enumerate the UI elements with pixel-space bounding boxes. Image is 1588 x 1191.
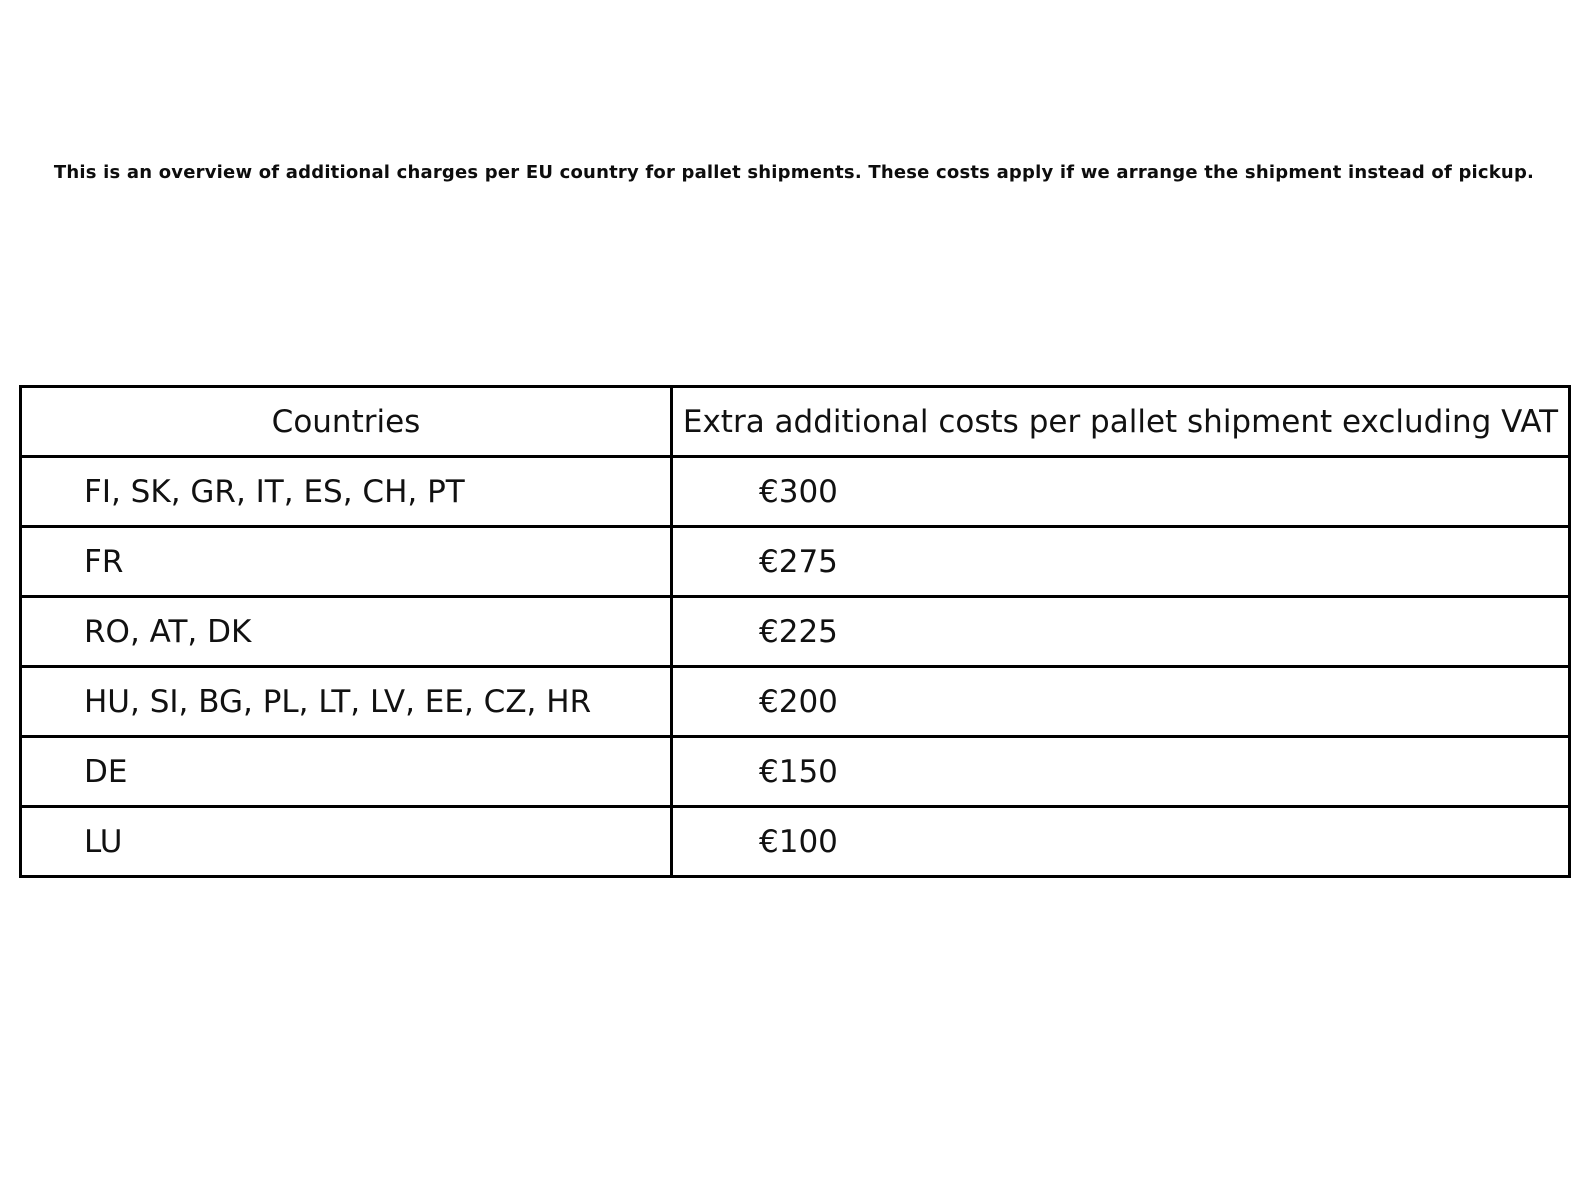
countries-cell: FI, SK, GR, IT, ES, CH, PT [21, 457, 672, 527]
countries-cell: LU [21, 807, 672, 877]
countries-cell: RO, AT, DK [21, 597, 672, 667]
cost-cell: €300 [672, 457, 1570, 527]
table-row [21, 667, 1570, 737]
countries-cell: FR [21, 527, 672, 597]
cost-cell: €200 [672, 667, 1570, 737]
cost-cell: €150 [672, 737, 1570, 807]
table-row [21, 457, 1570, 527]
countries-cell: HU, SI, BG, PL, LT, LV, EE, CZ, HR [21, 667, 672, 737]
cost-cell: €225 [672, 597, 1570, 667]
countries-cell: DE [21, 737, 672, 807]
table-header-row [21, 387, 1570, 457]
header-countries: Countries [21, 387, 672, 457]
pallet-charges-table [19, 385, 1571, 878]
cost-cell: €275 [672, 527, 1570, 597]
table-caption: This is an overview of additional charges per EU country for pallet shipments. These costs apply if we arrange the shipment instead of pickup. [53, 162, 1535, 183]
table-row [21, 807, 1570, 877]
table-row [21, 737, 1570, 807]
cost-cell: €100 [672, 807, 1570, 877]
header-extra-costs: Extra additional costs per pallet shipment excluding VAT [672, 387, 1570, 457]
table-row [21, 527, 1570, 597]
table-row [21, 597, 1570, 667]
